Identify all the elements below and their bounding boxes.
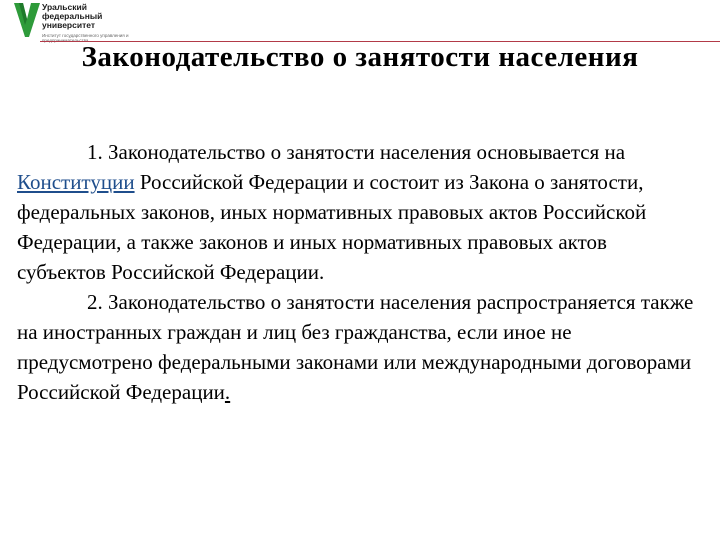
- logo-text: [42, 3, 102, 30]
- paragraph-1: [17, 137, 697, 287]
- logo-line-3: университет: [42, 20, 96, 30]
- logo-line-2: федеральный: [42, 11, 103, 21]
- paragraph-1-end: Российской Федерации и состоит из Закона о занятости, федеральных законов, иных нормативных правовых актов Российской Федерации, а также законов и иных нормативных правовых актов субъектов Российской Федерации.: [17, 170, 647, 284]
- logo-line-1: Уральский: [42, 2, 87, 12]
- paragraph-2-text: 2. Законодательство о занятости населения распространяется также на иностранных граждан и лиц без гражданства, если иное не предусмотрено федеральными законами или международными договорами Российской Федерации: [17, 290, 694, 404]
- constitution-link[interactable]: Конституции: [17, 170, 135, 194]
- paragraph-2: [17, 287, 697, 407]
- paragraph-2-end: .: [224, 380, 231, 404]
- slide-title: Законодательство о занятости населения: [81, 41, 639, 73]
- university-logo: [14, 3, 174, 43]
- slide-body: [17, 137, 697, 407]
- urfu-emblem-icon: [14, 3, 40, 37]
- paragraph-1-start: 1. Законодательство о занятости населения основывается на: [87, 140, 626, 164]
- logo-subtitle: Институт государственного управления и предпринимательства: [42, 33, 129, 43]
